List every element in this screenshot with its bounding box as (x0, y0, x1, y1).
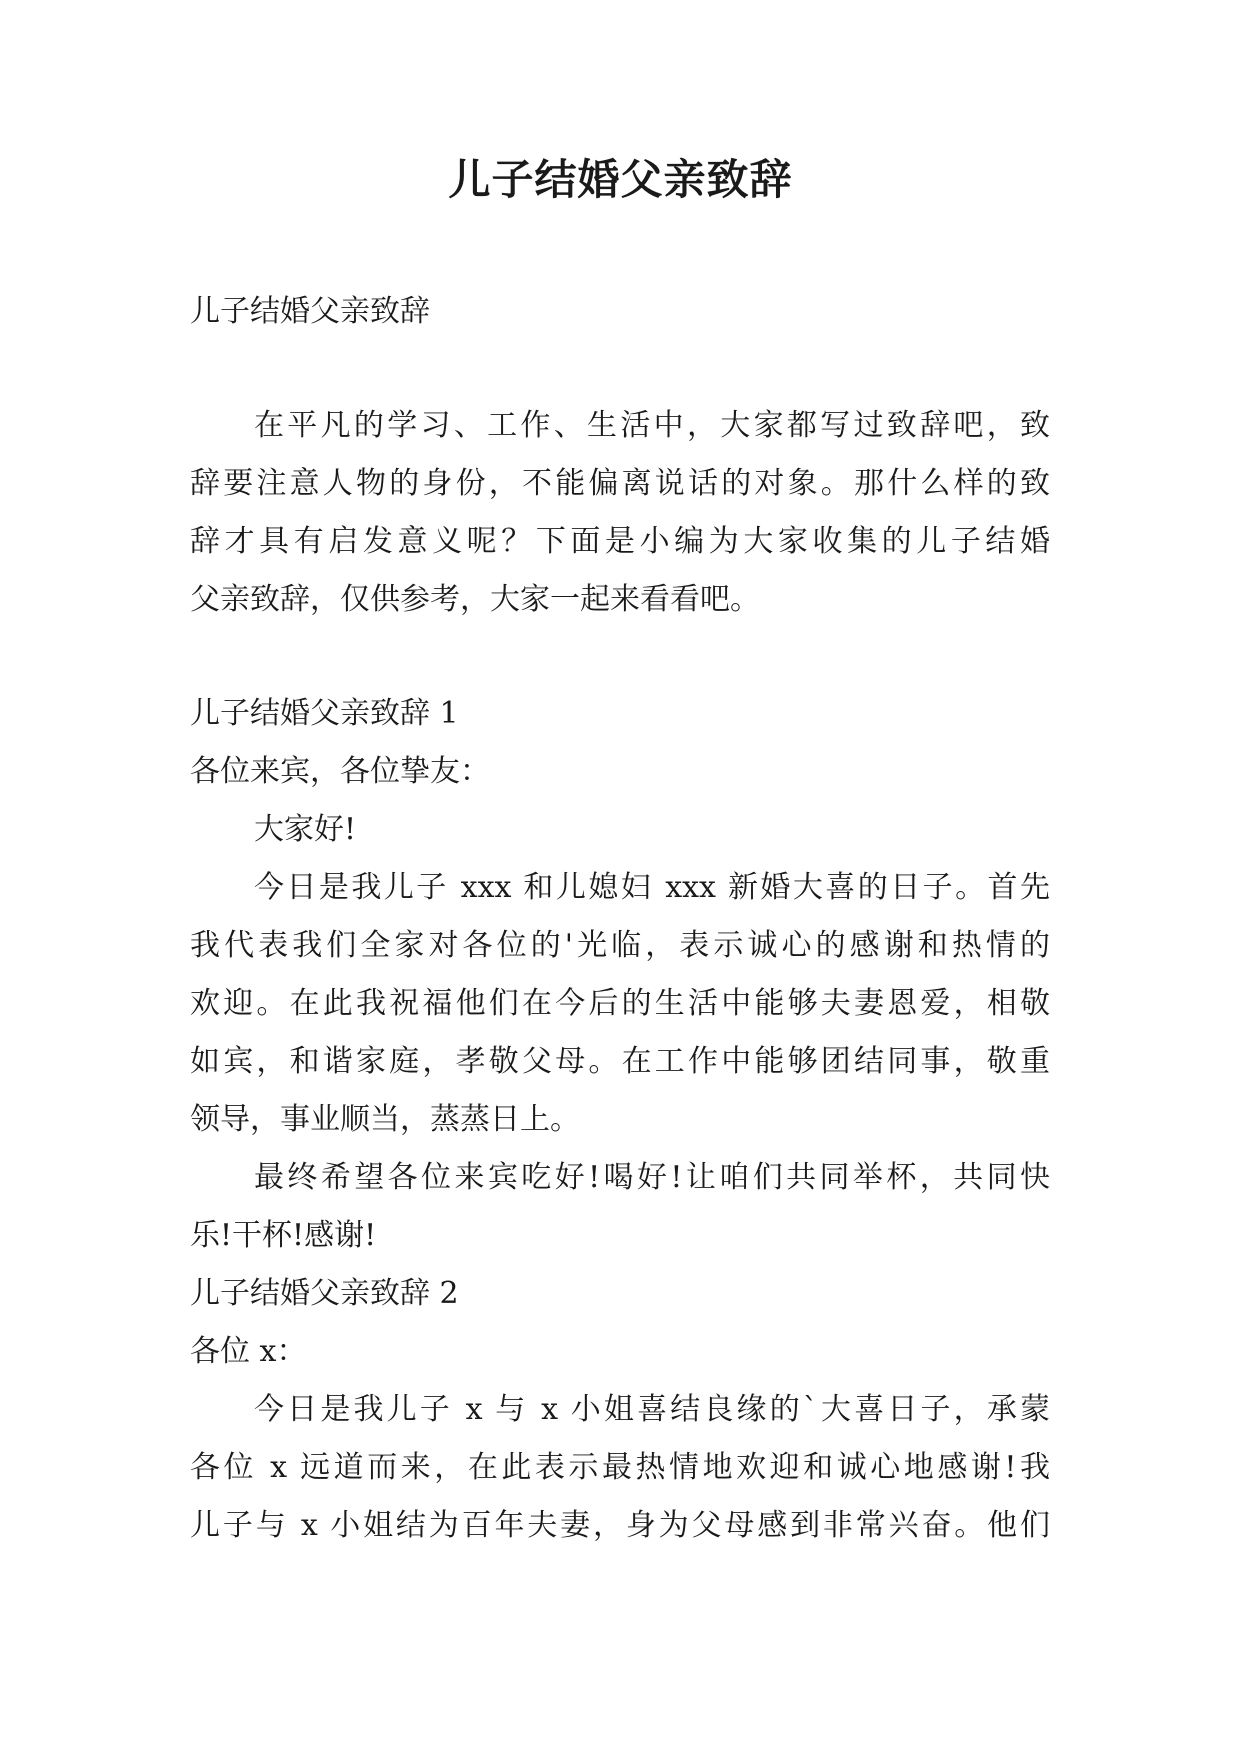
speech-line: 各位 x 远道而来，在此表示最热情地欢迎和诚心地感谢!我 (190, 1450, 1050, 1485)
speech-2 (190, 1265, 1050, 1555)
speech-salutation: 各位来宾，各位挚友： (190, 754, 490, 789)
document-title: 儿子结婚父亲致辞 (448, 155, 793, 204)
speech-line: 最终希望各位来宾吃好!喝好!让咱们共同举杯，共同快 (254, 1160, 1050, 1195)
speech-salutation: 各位 x： (190, 1334, 307, 1369)
intro-line: 辞要注意人物的身份，不能偏离说话的对象。那什么样的致 (190, 466, 1050, 501)
speech-greeting: 大家好! (254, 812, 357, 847)
speech-line: 儿子与 x 小姐结为百年夫妻，身为父母感到非常兴奋。他们 (190, 1508, 1050, 1543)
speech-line: 今日是我儿子 xxx 和儿媳妇 xxx 新婚大喜的日子。首先 (254, 870, 1050, 905)
speech-line: 领导，事业顺当，蒸蒸日上。 (190, 1102, 580, 1137)
intro-line: 辞才具有启发意义呢？下面是小编为大家收集的儿子结婚 (190, 524, 1050, 559)
speech-heading: 儿子结婚父亲致辞 1 (190, 696, 459, 731)
speech-line: 乐!干杯!感谢! (190, 1218, 377, 1253)
spacer (190, 629, 1050, 685)
speech-line: 欢迎。在此我祝福他们在今后的生活中能够夫妻恩爱，相敬 (190, 986, 1050, 1021)
speech-line: 我代表我们全家对各位的'光临，表示诚心的感谢和热情的 (190, 928, 1050, 963)
document-body (190, 283, 1050, 1555)
speech-1 (190, 685, 1050, 1265)
intro-line: 在平凡的学习、工作、生活中，大家都写过致辞吧，致 (254, 408, 1050, 443)
spacer (190, 341, 1050, 397)
intro-line: 父亲致辞，仅供参考，大家一起来看看吧。 (190, 582, 760, 617)
document-subtitle: 儿子结婚父亲致辞 (190, 294, 430, 329)
speech-heading: 儿子结婚父亲致辞 2 (190, 1276, 459, 1311)
speech-line: 今日是我儿子 x 与 x 小姐喜结良缘的`大喜日子，承蒙 (254, 1392, 1050, 1427)
speech-line: 如宾，和谐家庭，孝敬父母。在工作中能够团结同事，敬重 (190, 1044, 1050, 1079)
intro-paragraph (190, 397, 1050, 629)
